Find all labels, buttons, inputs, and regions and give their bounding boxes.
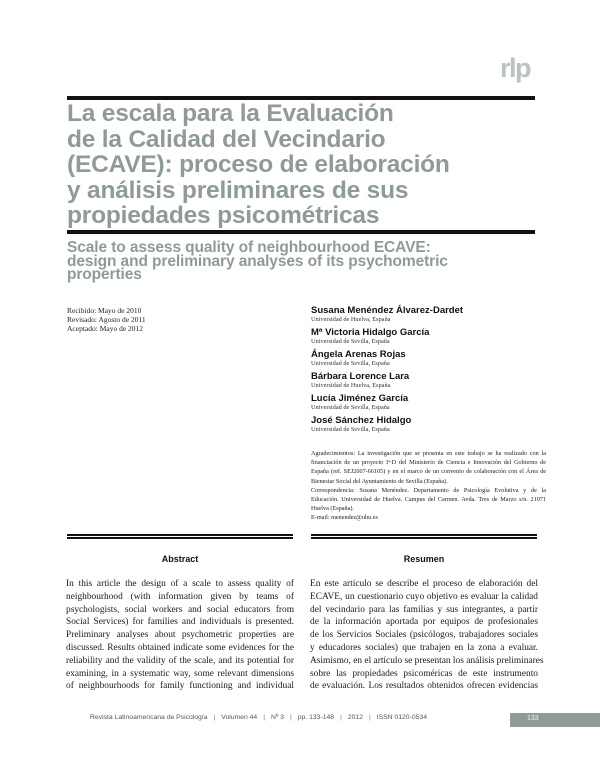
received-date: Recibido: Mayo de 2010 [67, 306, 142, 315]
journal-name: Revista Latinoamericana de Psicología [90, 714, 208, 721]
spanish-title-line: (ECAVE): proceso de elaboración [67, 151, 450, 178]
author-name: Bárbara Lorence Lara [311, 371, 410, 382]
abstract-line: of neighbourhoods for family functioning and individual [66, 681, 294, 692]
author-affiliation: Universidad de Sevilla, España [311, 426, 390, 433]
english-title-line: design and preliminary analyses of its psychometric [67, 252, 448, 270]
author-affiliation: Universidad de Sevilla, España [311, 338, 390, 345]
footer-separator: | [340, 714, 342, 721]
author-name: Lucía Jiménez García [311, 393, 409, 404]
resumen-rule [311, 534, 537, 539]
abstract-line: Social Services) for families and individuals is presented. [66, 617, 294, 628]
author [311, 327, 546, 346]
correspondence-text: Correspondencia: Susana Menéndez. Departamento de Psicología Evolutiva y de la Educación. Universidad de Huelva. Campus del Carmen. Avda. Tres de Marzo s/n. 21071 Huelva (España). [311, 486, 546, 513]
resumen-line: En este artículo se describe el proceso de elaboración del [310, 579, 538, 589]
resumen-line: de evaluación. Los resultados obtenidos ofrecen evidencias [310, 681, 538, 692]
revised-date: Revisado: Agosto de 2011 [67, 315, 146, 324]
english-title [67, 241, 542, 282]
author-list [311, 305, 546, 437]
author-name: Susana Menéndez Álvarez-Dardet [311, 305, 464, 316]
abstract-line: discussed. Results obtained indicate some evidences for the [66, 642, 294, 653]
abstract-heading: Abstract [161, 554, 199, 564]
journal-footer [90, 714, 427, 721]
abstract-rule [67, 534, 293, 539]
resumen-line: de la información aportada por equipos de profesionales [310, 617, 538, 628]
english-title-line: properties [67, 266, 142, 283]
author [311, 371, 546, 390]
acknowledgements-block [311, 449, 546, 523]
journal-volume: Volumen 44 [221, 714, 258, 721]
resumen-line: sobre las propiedades psicoméricas de este instrumento [310, 668, 538, 679]
abstract-line: Preliminary analyses about psychometric properties are [66, 630, 294, 641]
resumen-body [310, 578, 544, 693]
abstract-body [66, 578, 294, 693]
author-affiliation: Universidad de Sevilla, España [311, 404, 390, 411]
author-affiliation: Universidad de Sevilla, España [311, 360, 390, 367]
abstract-line: neighbourhood (with information given by teams of [66, 591, 294, 602]
footer-separator: | [263, 714, 265, 721]
abstract-line: examining, in a systematic way, some relevant dimensions [66, 668, 294, 679]
resumen-heading: Resumen [403, 554, 445, 564]
journal-year: 2012 [347, 714, 363, 721]
abstract-line: reliability and the validity of the scale, and its potential for [66, 655, 294, 666]
author [311, 349, 546, 368]
resumen-line: Asimismo, en el artículo se presentan los análisis preliminares [310, 655, 544, 666]
resumen-line: y educadores sociales) que trabajen en la zona a evaluar. [310, 642, 538, 653]
author [311, 415, 546, 434]
journal-issue: Nº 3 [270, 714, 285, 721]
abstract-line: In this article the design of a scale to assess quality of [66, 579, 294, 589]
accepted-date: Aceptado: Mayo de 2012 [67, 324, 144, 333]
footer-separator: | [290, 714, 292, 721]
spanish-title-line: y análisis preliminares de sus [67, 176, 409, 204]
author-name: Ángela Arenas Rojas [311, 349, 406, 360]
title-bottom-rule [67, 230, 535, 234]
resumen-line: del vecindario para las familias y sus integrantes, a partir [310, 604, 538, 615]
email-text: E-mail: menendez@uhu.es [311, 514, 378, 522]
footer-separator: | [213, 714, 216, 721]
footer-separator: | [368, 714, 371, 721]
acknowledgements-text: Agradecimientos: La investigación que se presenta en este trabajo se ha realizado con la financiación de un proyecto I+D del Ministerio de Ciencia e Innovación del Gobierno de España (ref. SEJ2007-66105) y en el marco de un convenio de colaboración con el Área de Bienestar Social del Ayuntamiento de Sevilla (España). [311, 450, 546, 485]
journal-pages: pp. 133-148 [297, 714, 335, 721]
spanish-title-line: propiedades psicométricas [67, 202, 380, 229]
spanish-title [67, 101, 542, 229]
abstract-line: psychologists, social workers and social educators from [66, 604, 294, 615]
author-name: Mª Victoria Hidalgo García [311, 327, 430, 338]
author-name: José Sánchez Hidalgo [311, 415, 412, 426]
submission-dates [67, 306, 146, 333]
page-number: 133 [510, 713, 600, 727]
journal-logo: rlp [500, 53, 531, 83]
author [311, 393, 546, 412]
spanish-title-line: de la Calidad del Vecindario [67, 125, 386, 153]
author-affiliation: Universidad de Huelva, España [311, 382, 391, 389]
resumen-line: ECAVE, un cuestionario cuyo objetivo es evaluar la calidad [310, 591, 538, 602]
spanish-title-line: La escala para la Evaluación [67, 100, 394, 127]
author-affiliation: Universidad de Huelva, España [311, 316, 391, 323]
author [311, 305, 546, 324]
english-title-line: Scale to assess quality of neighbourhood ECAVE: [67, 239, 431, 256]
resumen-line: de los Servicios Sociales (psicólogos, trabajadores sociales [310, 630, 538, 641]
journal-issn: ISSN 0120-0534 [376, 714, 427, 721]
